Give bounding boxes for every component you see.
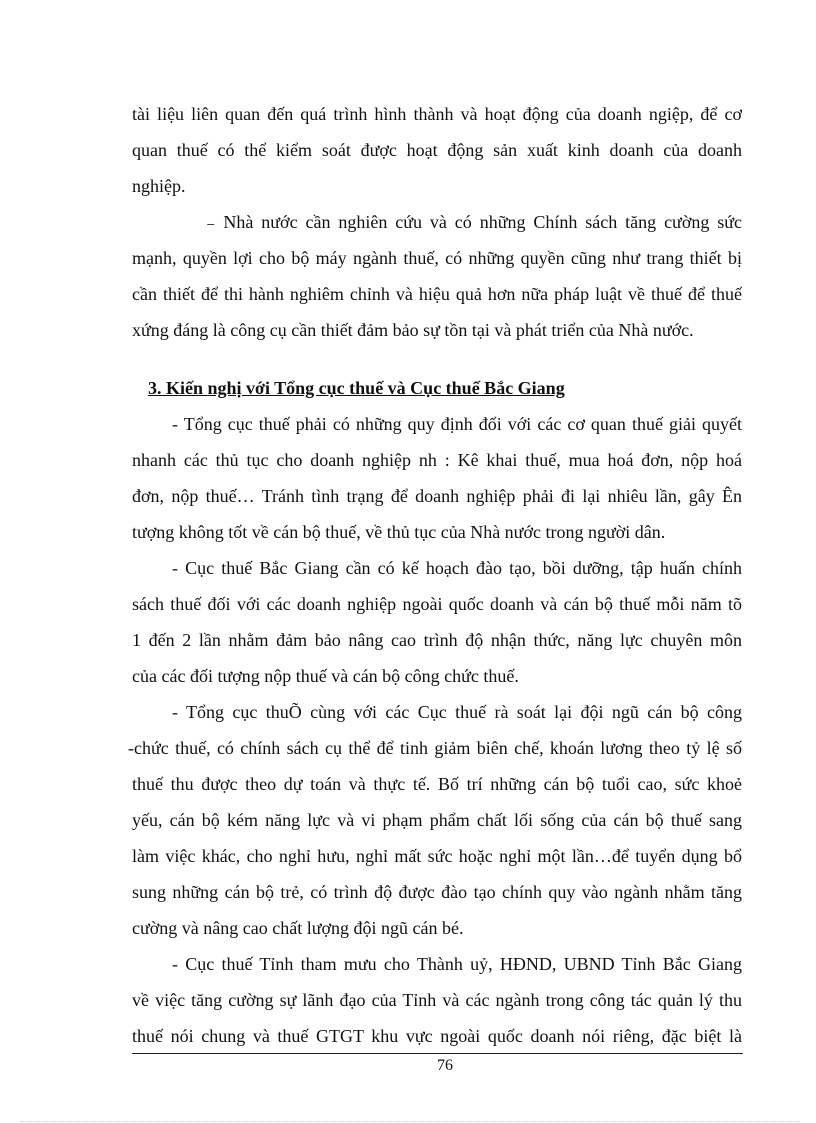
paragraph-line: ₋ Nhà nước cần nghiên cứu và có những Chính sách tăng cường sức [206,212,742,232]
paragraph-line: - Tổng cục thuế phải có những quy định đối với các cơ quan thuế giải quyết [172,414,742,434]
page-edge-dots [20,1121,800,1122]
paragraph-line: đơn, nộp thuế… Tránh tình trạng để doanh nghiệp phải đi lại nhiêu lần, gây Ên [132,486,742,506]
paragraph-line: cần thiết để thi hành nghiêm chỉnh và hiệu quả hơn nữa pháp luật về thuế để thuế [132,284,742,304]
paragraph-line: nhanh các thủ tục cho doanh nghiệp nh : Kê khai thuế, mua hoá đơn, nộp hoá [132,450,742,470]
paragraph-line: nghiệp. [132,176,186,196]
paragraph-line: cường và nâng cao chất lượng đội ngũ cán bé. [132,918,464,938]
paragraph-3 [132,406,742,550]
paragraph-line: - Tổng cục thuÕ cùng với các Cục thuế rà soát lại đội ngũ cán bộ công [172,702,742,722]
paragraph-4 [132,550,742,694]
paragraph-line: thuế nói chung và thuế GTGT khu vực ngoài quốc doanh nói riêng, đặc biệt là [132,1026,742,1046]
paragraph-line: -chức thuế, có chính sách cụ thể để tinh giảm biên chế, khoán lương theo tỷ lệ số [128,738,742,758]
paragraph-line: tài liệu liên quan đến quá trình hình thành và hoạt động của doanh ngiệp, để cơ [132,104,742,124]
paragraph-line: - Cục thuế Bắc Giang cần có kế hoạch đào tạo, bồi dưỡng, tập huấn chính [172,558,742,578]
paragraph-line: sung những cán bộ trẻ, có trình độ được đào tạo chính quy vào ngành nhằm tăng [132,882,742,902]
paragraph-5 [128,694,742,946]
paragraph-line: yếu, cán bộ kém năng lực và vi phạm phẩm chất lối sống của cán bộ thuế sang [132,810,742,830]
paragraph-line: quan thuế có thể kiểm soát được hoạt động sản xuất kinh doanh của doanh [132,140,742,160]
paragraph-6 [132,946,742,1054]
paragraph-2 [132,204,742,348]
page-number: 76 [437,1057,453,1074]
paragraph-line: của các đối tượng nộp thuế và cán bộ công chức thuế. [132,666,519,686]
paragraph-line: mạnh, quyền lợi cho bộ máy ngành thuế, có những quyền cũng như trang thiết bị [132,248,742,268]
paragraph-line: làm việc khác, cho nghỉ hưu, nghỉ mất sức hoặc nghỉ một lần…để tuyển dụng bổ [132,846,742,866]
paragraph-line: xứng đáng là công cụ cần thiết đảm bảo sự tồn tại và phát triển của Nhà nước. [132,320,694,340]
paragraph-line: sách thuế đối với các doanh nghiệp ngoài quốc doanh và cán bộ thuế mỗi năm tõ [132,594,742,614]
paragraph-line: thuế thu được theo dự toán và thực tế. Bố trí những cán bộ tuổi cao, sức khoẻ [132,774,742,794]
paragraph-line: - Cục thuế Tỉnh tham mưu cho Thành uỷ, HĐND, UBND Tỉnh Bắc Giang [172,954,742,974]
footer-divider [132,1053,743,1054]
paragraph-line: về việc tăng cường sự lãnh đạo của Tỉnh và các ngành trong công tác quản lý thu [132,990,742,1010]
page-body [128,96,742,1054]
paragraph-1 [132,96,742,204]
paragraph-line: tượng không tốt về cán bộ thuế, về thủ tục của Nhà nước trong người dân. [132,522,666,542]
paragraph-line: 1 đến 2 lần nhằm đảm bảo nâng cao trình độ nhận thức, năng lực chuyên môn [132,630,742,650]
section-heading: 3. Kiến nghị với Tổng cục thuế và Cục thuế Bắc Giang [148,378,565,398]
